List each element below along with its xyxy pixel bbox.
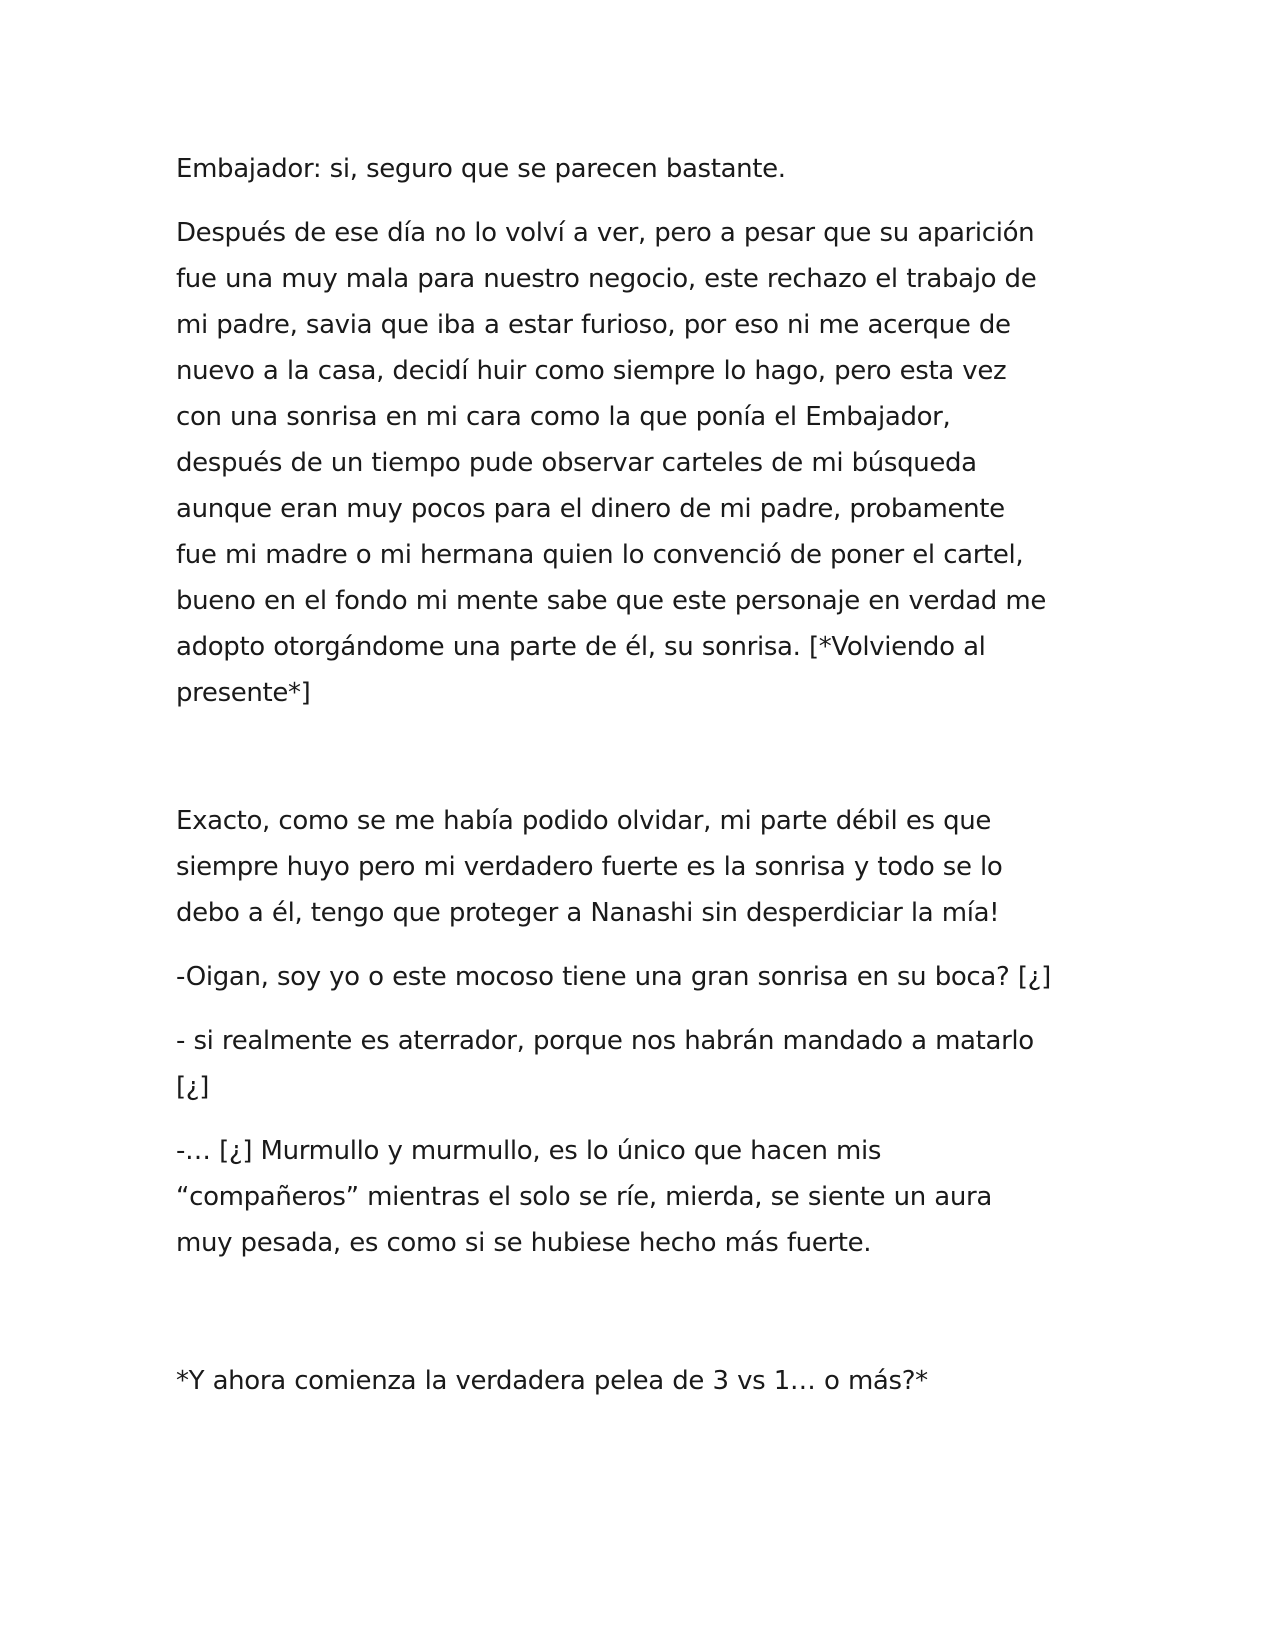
paragraph-dialogue-aterrador: [176, 1018, 1106, 1110]
text-line: -Oigan, soy yo o este mocoso tiene una gran sonrisa en su boca? [¿]: [176, 962, 1051, 992]
text-line: nuevo a la casa, decidí huir como siempre lo hago, pero esta vez: [176, 356, 1007, 386]
text-line: adopto otorgándome una parte de él, su sonrisa. [*Volviendo al: [176, 632, 986, 662]
text-line: debo a él, tengo que proteger a Nanashi sin desperdiciar la mía!: [176, 898, 1000, 928]
text-line: Exacto, como se me había podido olvidar, mi parte débil es que: [176, 806, 992, 836]
text-line: muy pesada, es como si se hubiese hecho más fuerte.: [176, 1228, 872, 1258]
text-line: aunque eran muy pocos para el dinero de mi padre, probamente: [176, 494, 1005, 524]
text-line: con una sonrisa en mi cara como la que ponía el Embajador,: [176, 402, 951, 432]
text-line: después de un tiempo pude observar carteles de mi búsqueda: [176, 448, 977, 478]
text-line: fue una muy mala para nuestro negocio, este rechazo el trabajo de: [176, 264, 1037, 294]
text-line: - si realmente es aterrador, porque nos habrán mandado a matarlo: [176, 1026, 1034, 1056]
text-line: “compañeros” mientras el solo se ríe, mierda, se siente un aura: [176, 1182, 992, 1212]
text-line: Embajador: si, seguro que se parecen bastante.: [176, 154, 786, 184]
paragraph-closing: [176, 1358, 1106, 1404]
text-line: mi padre, savia que iba a estar furioso, por eso ni me acerque de: [176, 310, 1011, 340]
text-line: *Y ahora comienza la verdadera pelea de 3 vs 1… o más?*: [176, 1366, 928, 1396]
paragraph-exacto: [176, 798, 1106, 936]
paragraph-flashback: [176, 210, 1106, 716]
paragraph-murmullo: [176, 1128, 1106, 1266]
text-line: -… [¿] Murmullo y murmullo, es lo único que hacen mis: [176, 1136, 882, 1166]
paragraph-embajador: [176, 146, 1106, 192]
paragraph-dialogue-oigan: [176, 954, 1106, 1000]
document-body: [176, 146, 1106, 1422]
text-line: presente*]: [176, 678, 311, 708]
text-line: Después de ese día no lo volví a ver, pero a pesar que su aparición: [176, 218, 1035, 248]
text-line: siempre huyo pero mi verdadero fuerte es la sonrisa y todo se lo: [176, 852, 1003, 882]
text-line: [¿]: [176, 1072, 210, 1102]
blank-space: [176, 1284, 1106, 1358]
text-line: fue mi madre o mi hermana quien lo convenció de poner el cartel,: [176, 540, 1024, 570]
text-line: bueno en el fondo mi mente sabe que este personaje en verdad me: [176, 586, 1046, 616]
blank-space: [176, 734, 1106, 798]
